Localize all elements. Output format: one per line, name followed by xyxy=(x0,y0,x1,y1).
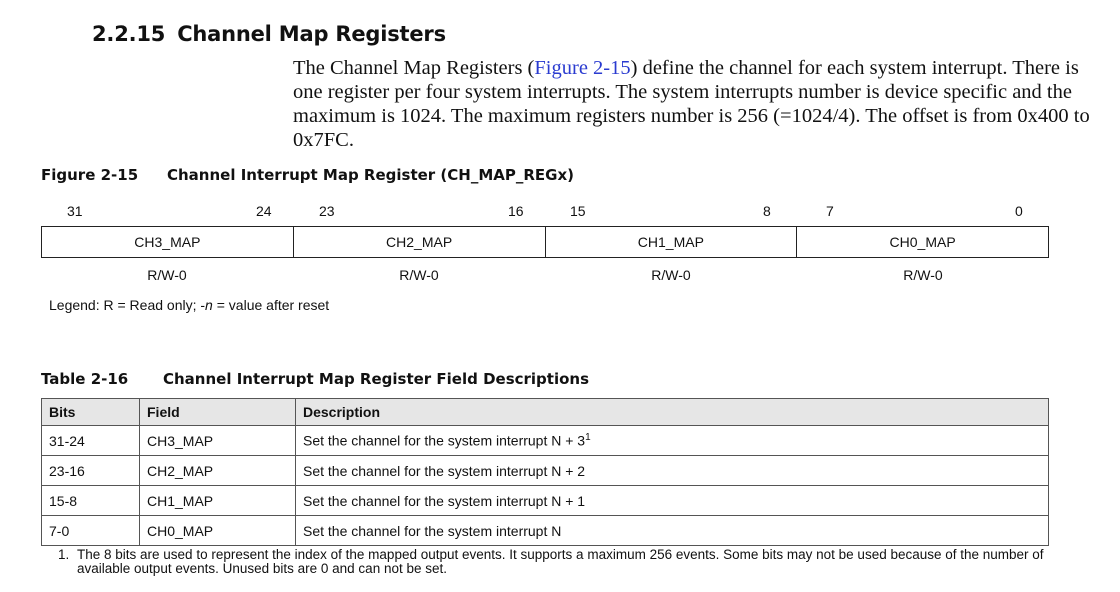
access-row xyxy=(41,267,1049,283)
access-type: R/W-0 xyxy=(147,267,187,283)
intro-text-after: ) define the channel for each system interrupt. There is one register per four system interrupts. The system interrupts number is device specific and the maximum is 1024. The maximum registers number is 256 (=1024/4). The offset is from 0x400 to 0x7FC. xyxy=(293,57,1090,151)
footnote-ref[interactable]: 1 xyxy=(585,432,591,444)
figure-label: Figure 2-15 xyxy=(41,166,139,184)
section-title: Channel Map Registers xyxy=(177,22,446,46)
register-field-ch3: CH3_MAP xyxy=(42,227,294,257)
cell-bits: 7-0 xyxy=(42,516,140,546)
bit-number: 7 xyxy=(826,203,834,219)
access-type: R/W-0 xyxy=(399,267,439,283)
bit-number-row xyxy=(41,203,1049,221)
intro-text-before: The Channel Map Registers ( xyxy=(293,57,535,79)
figure-caption xyxy=(41,166,574,184)
bit-number: 23 xyxy=(319,203,335,219)
cell-description: Set the channel for the system interrupt N + 1 xyxy=(296,486,1049,516)
legend-n: n xyxy=(205,297,213,313)
bit-number: 0 xyxy=(1015,203,1023,219)
column-header-field: Field xyxy=(140,399,296,426)
access-type: R/W-0 xyxy=(651,267,691,283)
cell-field: CH1_MAP xyxy=(140,486,296,516)
cell-description xyxy=(296,426,1049,456)
description-text: Set the channel for the system interrupt N + 3 xyxy=(303,432,586,449)
table-row xyxy=(42,486,1049,516)
table-caption xyxy=(41,370,589,388)
register-field-ch2: CH2_MAP xyxy=(294,227,546,257)
cell-field: CH2_MAP xyxy=(140,456,296,486)
column-header-bits: Bits xyxy=(42,399,140,426)
cell-bits: 31-24 xyxy=(42,426,140,456)
register-diagram xyxy=(41,226,1049,258)
field-descriptions-table xyxy=(41,398,1049,546)
register-field-ch0: CH0_MAP xyxy=(889,234,956,250)
figure-title: Channel Interrupt Map Register (CH_MAP_REGx) xyxy=(167,166,574,184)
column-header-description: Description xyxy=(296,399,1049,426)
bit-number: 8 xyxy=(763,203,771,219)
bit-number: 16 xyxy=(508,203,524,219)
cell-field: CH0_MAP xyxy=(140,516,296,546)
legend-suffix: = value after reset xyxy=(212,297,330,313)
table-row xyxy=(42,456,1049,486)
table-title: Channel Interrupt Map Register Field Descriptions xyxy=(163,370,590,388)
register-legend xyxy=(49,297,329,313)
access-type: R/W-0 xyxy=(903,267,943,283)
cell-description: Set the channel for the system interrupt N + 2 xyxy=(296,456,1049,486)
table-header-row xyxy=(42,399,1049,426)
section-number: 2.2.15 xyxy=(92,22,166,46)
legend-prefix: Legend: R = Read only; - xyxy=(49,297,206,313)
table-row xyxy=(42,426,1049,456)
bit-number: 31 xyxy=(67,203,83,219)
table-row xyxy=(42,516,1049,546)
footnote-text: The 8 bits are used to represent the index of the mapped output events. It supports a maximum 256 events. Some bits may not be used because of the number of available output events. Unused bits are 0 and can not be set. xyxy=(77,547,1044,576)
figure-link[interactable]: Figure 2-15 xyxy=(534,57,631,79)
cell-description: Set the channel for the system interrupt N xyxy=(296,516,1049,546)
intro-paragraph xyxy=(293,56,1093,152)
register-field-ch1: CH1_MAP xyxy=(546,227,798,257)
section-heading xyxy=(92,22,446,46)
bit-number: 24 xyxy=(256,203,272,219)
table-label: Table 2-16 xyxy=(41,370,129,388)
cell-bits: 15-8 xyxy=(42,486,140,516)
bit-number: 15 xyxy=(570,203,586,219)
cell-bits: 23-16 xyxy=(42,456,140,486)
footnote-number: 1. xyxy=(58,547,70,562)
cell-field: CH3_MAP xyxy=(140,426,296,456)
table-footnote xyxy=(58,548,1058,576)
